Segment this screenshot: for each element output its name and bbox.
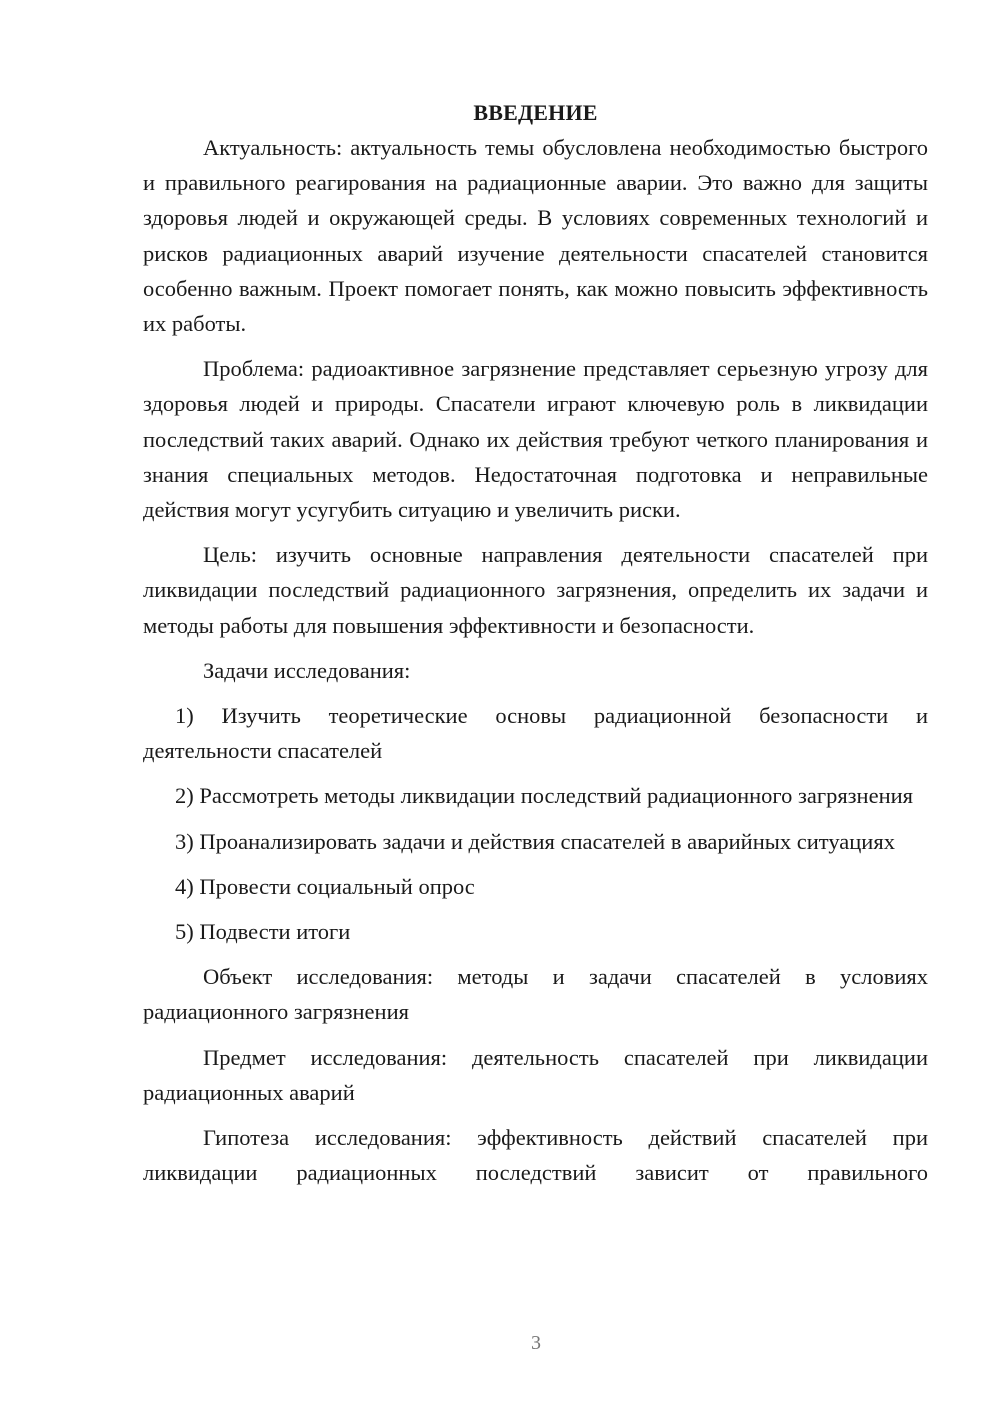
paragraph-hypothesis: Гипотеза исследования: эффективность действий спасателей при ликвидации радиационных последствий зависит от правильного — [143, 1125, 928, 1186]
tasks-list — [143, 698, 928, 949]
paragraph-goal: Цель: изучить основные направления деятельности спасателей при ликвидации последствий радиационного загрязнения, определить их задачи и методы работы для повышения эффективности и безопасности. — [143, 542, 928, 638]
list-item: 5) Подвести итоги — [175, 919, 351, 945]
paragraph-problem: Проблема: радиоактивное загрязнение представляет серьезную угрозу для здоровья людей и природы. Спасатели играют ключевую роль в ликвидации последствий таких аварий. Однако их действия требуют четкого планирования и знания специальных методов. Недостаточная подготовка и неправильные действия могут усугубить ситуацию и увеличить риски. — [143, 356, 928, 523]
list-item: 4) Провести социальный опрос — [175, 873, 475, 899]
paragraph-relevance: Актуальность: актуальность темы обусловлена необходимостью быстрого и правильного реагирования на радиационные аварии. Это важно для защиты здоровья людей и окружающей среды. В условиях современных технологий и рисков радиационных аварий изучение деятельности спасателей становится особенно важным. Проект помогает понять, как можно повысить эффективность их работы. — [143, 135, 928, 337]
list-item: 1) Изучить теоретические основы радиационной безопасности и деятельности спасателей — [143, 703, 928, 764]
paragraph-subject: Предмет исследования: деятельность спасателей при ликвидации радиационных аварий — [143, 1044, 928, 1105]
tasks-heading: Задачи исследования: — [203, 657, 411, 683]
document-page — [143, 95, 928, 1190]
list-item: 3) Проанализировать задачи и действия спасателей в аварийных ситуациях — [175, 828, 895, 854]
page-number: 3 — [531, 1332, 541, 1354]
list-item: 2) Рассмотреть методы ликвидации последствий радиационного загрязнения — [175, 783, 914, 809]
page-title: ВВЕДЕНИЕ — [473, 100, 598, 125]
paragraph-object: Объект исследования: методы и задачи спасателей в условиях радиационного загрязнения — [143, 964, 928, 1025]
